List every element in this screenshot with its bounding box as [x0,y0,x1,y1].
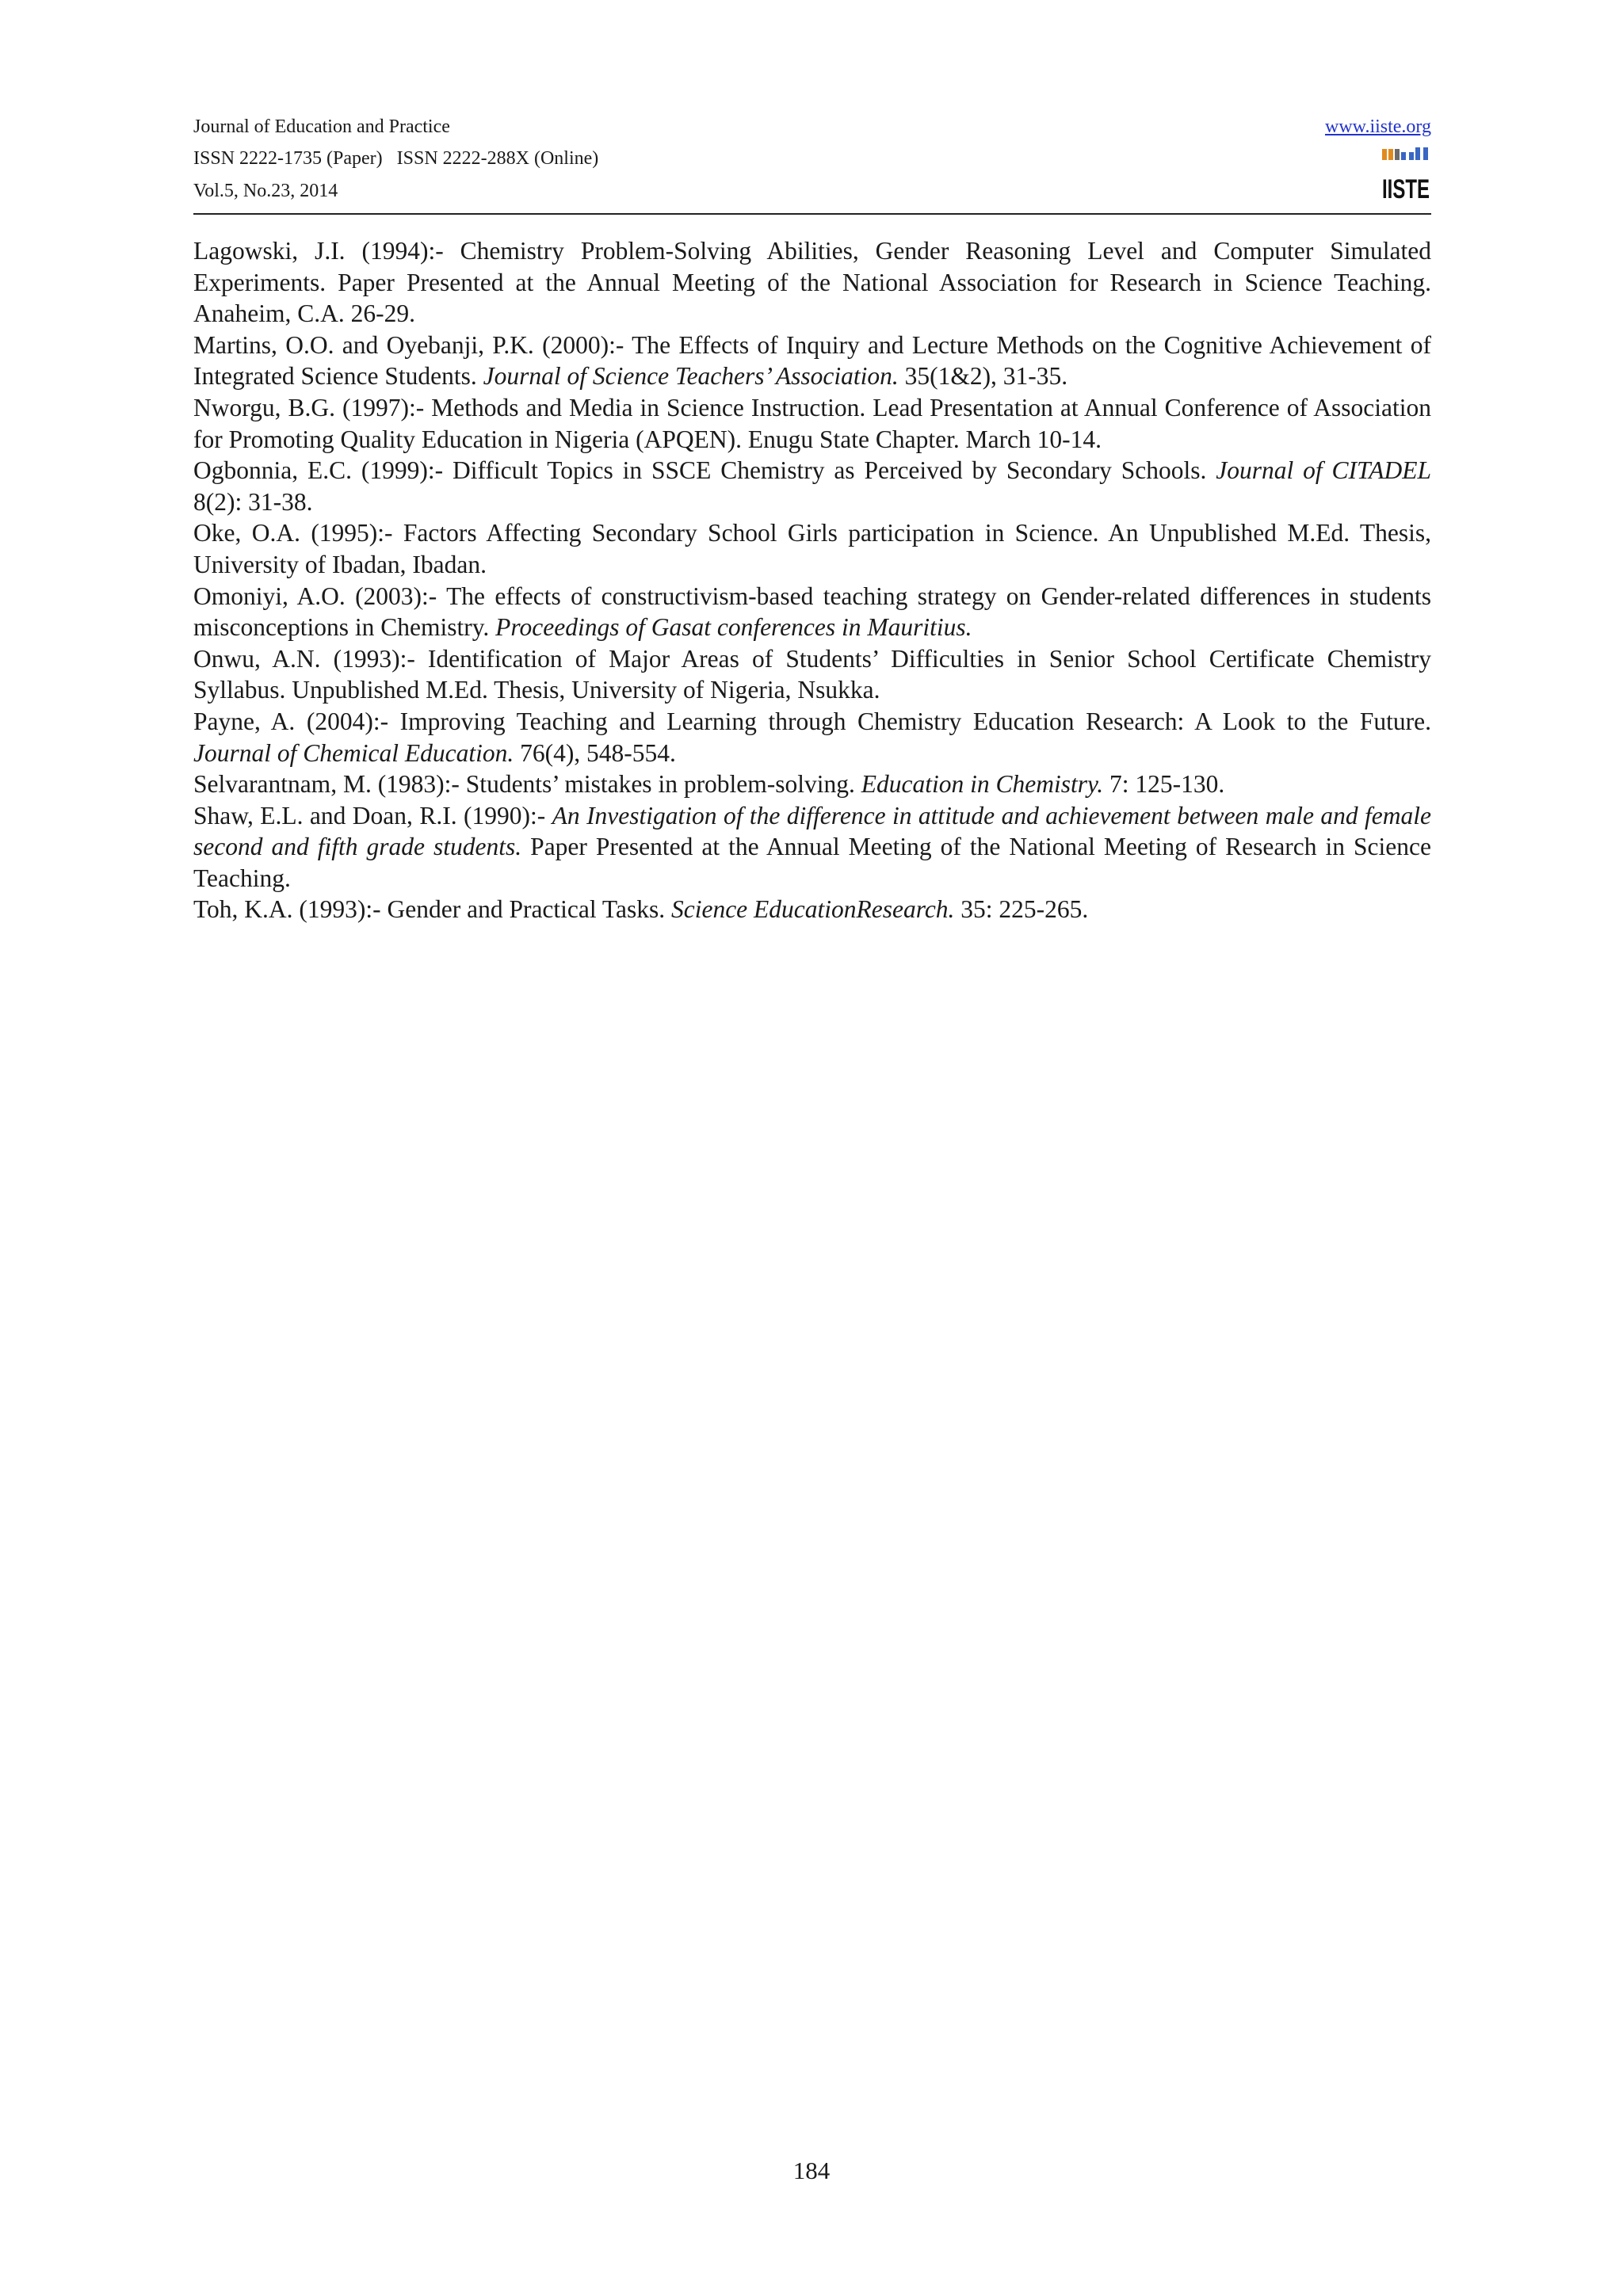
page-number: 184 [792,2157,831,2184]
volume-line: Vol.5, No.23, 2014 [193,181,338,201]
reference-entry: Onwu, A.N. (1993):- Identification of Major Areas of Students’ Difficulties in Senior School Certificate Chemistry Syllabus. Unpublished M.Ed. Thesis, University of Nigeria, Nsukka. [193,644,1431,704]
reference-entry: Nworgu, B.G. (1997):- Methods and Media in Science Instruction. Lead Presentation at Annual Conference of Association for Promoting Quality Education in Nigeria (APQEN). Enugu State Chapter. March 10-14. [193,393,1431,453]
iiste-logo-icon [1381,146,1431,203]
header-divider [193,213,1431,215]
reference-entry: Ogbonnia, E.C. (1999):- Difficult Topics in SSCE Chemistry as Perceived by Secondary Schools. Journal of CITADEL 8(2): 31-38. [193,456,1431,516]
reference-list [193,235,1431,925]
journal-title: Journal of Education and Practice [193,116,450,137]
reference-entry: Payne, A. (2004):- Improving Teaching and Learning through Chemistry Education Research: A Look to the Future. Journal of Chemical Education. 76(4), 548-554. [193,707,1431,767]
reference-entry: Lagowski, J.I. (1994):- Chemistry Problem-Solving Abilities, Gender Reasoning Level and Computer Simulated Experiments. Paper Presented at the Annual Meeting of the National Association for Research in Science Teaching. Anaheim, C.A. 26-29. [193,237,1431,328]
reference-entry: Omoniyi, A.O. (2003):- The effects of constructivism-based teaching strategy on Gender-related differences in students misconceptions in Chemistry. Proceedings of Gasat conferences in Mauritius. [193,582,1431,642]
reference-entry: Shaw, E.L. and Doan, R.I. (1990):- An Investigation of the difference in attitude and achievement between male and female second and fifth grade students. Paper Presented at the Annual Meeting of the National Meeting of Research in Science Teaching. [193,801,1431,892]
iiste-logo [1381,146,1431,203]
reference-entry: Selvarantnam, M. (1983):- Students’ mistakes in problem-solving. Education in Chemistry. 7: 125-130. [193,770,1225,799]
page-header [193,113,1431,215]
reference-entry: Toh, K.A. (1993):- Gender and Practical Tasks. Science EducationResearch. 35: 225-265. [193,895,1089,924]
reference-entry: Oke, O.A. (1995):- Factors Affecting Secondary School Girls participation in Science. An Unpublished M.Ed. Thesis, University of Ibadan, Ibadan. [193,519,1431,578]
reference-entry: Martins, O.O. and Oyebanji, P.K. (2000):- The Effects of Inquiry and Lecture Methods on the Cognitive Achievement of Integrated Science Students. Journal of Science Teachers’ Association. 35(1&2), 31-35. [193,330,1431,391]
issn-line: ISSN 2222-1735 (Paper) ISSN 2222-288X (Online) [193,148,599,169]
journal-website-link[interactable]: www.iiste.org [1325,116,1431,137]
logo-wordmark: IISTE [1382,174,1430,204]
